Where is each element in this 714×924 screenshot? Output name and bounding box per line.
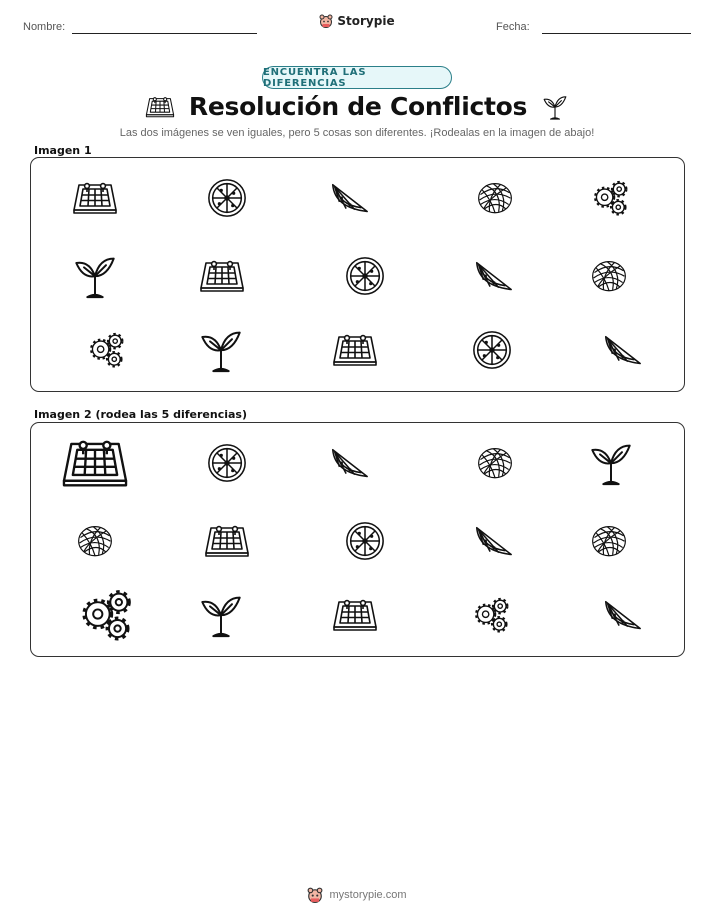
name-line[interactable]: [72, 33, 257, 34]
title-row: [0, 92, 714, 121]
game-board-icon: [332, 333, 378, 367]
citrus-slice-icon: [344, 255, 386, 297]
citrus-slice-icon: [344, 520, 386, 562]
grid-cell: [589, 258, 629, 294]
title-sprout-icon: [541, 93, 569, 121]
game-board-icon: [332, 598, 378, 632]
grid-cell[interactable]: [472, 597, 512, 633]
sprout-icon: [73, 252, 117, 300]
grid-cell[interactable]: [75, 523, 115, 559]
grid-cell[interactable]: [600, 596, 644, 634]
gears-icon: [78, 589, 136, 642]
name-label: Nombre:: [23, 21, 66, 33]
game-board-icon: [204, 524, 250, 558]
gears-icon: [591, 180, 631, 216]
panel1-label: Imagen 1: [34, 144, 92, 157]
grid-cell: [471, 329, 513, 371]
yarn-ball-icon: [475, 180, 515, 216]
grid-cell: [73, 252, 117, 300]
lemon-wedge-icon: [471, 522, 515, 560]
brand-logo: [0, 14, 714, 28]
sprout-icon: [199, 591, 243, 639]
grid-cell: [87, 332, 127, 368]
game-board-icon: [72, 181, 118, 215]
date-line[interactable]: [542, 33, 691, 34]
image-panel-1: [30, 157, 685, 392]
grid-cell[interactable]: [589, 523, 629, 559]
grid-cell[interactable]: [78, 589, 136, 642]
activity-badge: ENCUENTRA LAS DIFERENCIAS: [262, 66, 452, 89]
grid-cell[interactable]: [204, 524, 250, 558]
footer-site: mystorypie.com: [329, 889, 407, 901]
sprout-icon: [589, 439, 633, 487]
citrus-slice-icon: [471, 329, 513, 371]
grid-cell[interactable]: [199, 591, 243, 639]
grid-cell[interactable]: [344, 520, 386, 562]
lemon-wedge-icon: [471, 257, 515, 295]
footer-mascot-icon: [307, 887, 323, 903]
grid-cell[interactable]: [475, 445, 515, 481]
page-title: Resolución de Conflictos: [188, 92, 528, 121]
citrus-slice-icon: [206, 177, 248, 219]
brand-name: Storypie: [337, 14, 395, 28]
yarn-ball-icon: [589, 258, 629, 294]
title-board-icon: [145, 96, 175, 118]
grid-cell: [72, 181, 118, 215]
gears-icon: [472, 597, 512, 633]
panel2-label: Imagen 2 (rodea las 5 diferencias): [34, 408, 248, 421]
instructions: Las dos imágenes se ven iguales, pero 5 cosas son diferentes. ¡Rodealas en la imagen de abajo!: [119, 127, 595, 139]
yarn-ball-icon: [75, 523, 115, 559]
lemon-wedge-icon: [327, 179, 371, 217]
grid-cell: [591, 180, 631, 216]
footer: [0, 887, 714, 903]
game-board-icon: [199, 259, 245, 293]
citrus-slice-icon: [206, 442, 248, 484]
yarn-ball-icon: [475, 445, 515, 481]
grid-cell: [471, 257, 515, 295]
grid-cell: [206, 177, 248, 219]
grid-cell: [475, 180, 515, 216]
grid-cell: [344, 255, 386, 297]
grid-cell[interactable]: [61, 438, 129, 488]
gears-icon: [87, 332, 127, 368]
lemon-wedge-icon: [600, 596, 644, 634]
grid-cell: [600, 331, 644, 369]
lemon-wedge-icon: [327, 444, 371, 482]
yarn-ball-icon: [589, 523, 629, 559]
date-label: Fecha:: [496, 21, 530, 33]
grid-cell[interactable]: [589, 439, 633, 487]
grid-cell[interactable]: [206, 442, 248, 484]
grid-cell: [199, 326, 243, 374]
lemon-wedge-icon: [600, 331, 644, 369]
grid-cell[interactable]: [332, 598, 378, 632]
grid-cell: [327, 179, 371, 217]
grid-cell: [332, 333, 378, 367]
grid-cell[interactable]: [327, 444, 371, 482]
grid-cell[interactable]: [471, 522, 515, 560]
game-board-icon: [61, 438, 129, 488]
sprout-icon: [199, 326, 243, 374]
image-panel-2[interactable]: [30, 422, 685, 657]
grid-cell: [199, 259, 245, 293]
storypie-mascot-icon: [319, 14, 333, 28]
